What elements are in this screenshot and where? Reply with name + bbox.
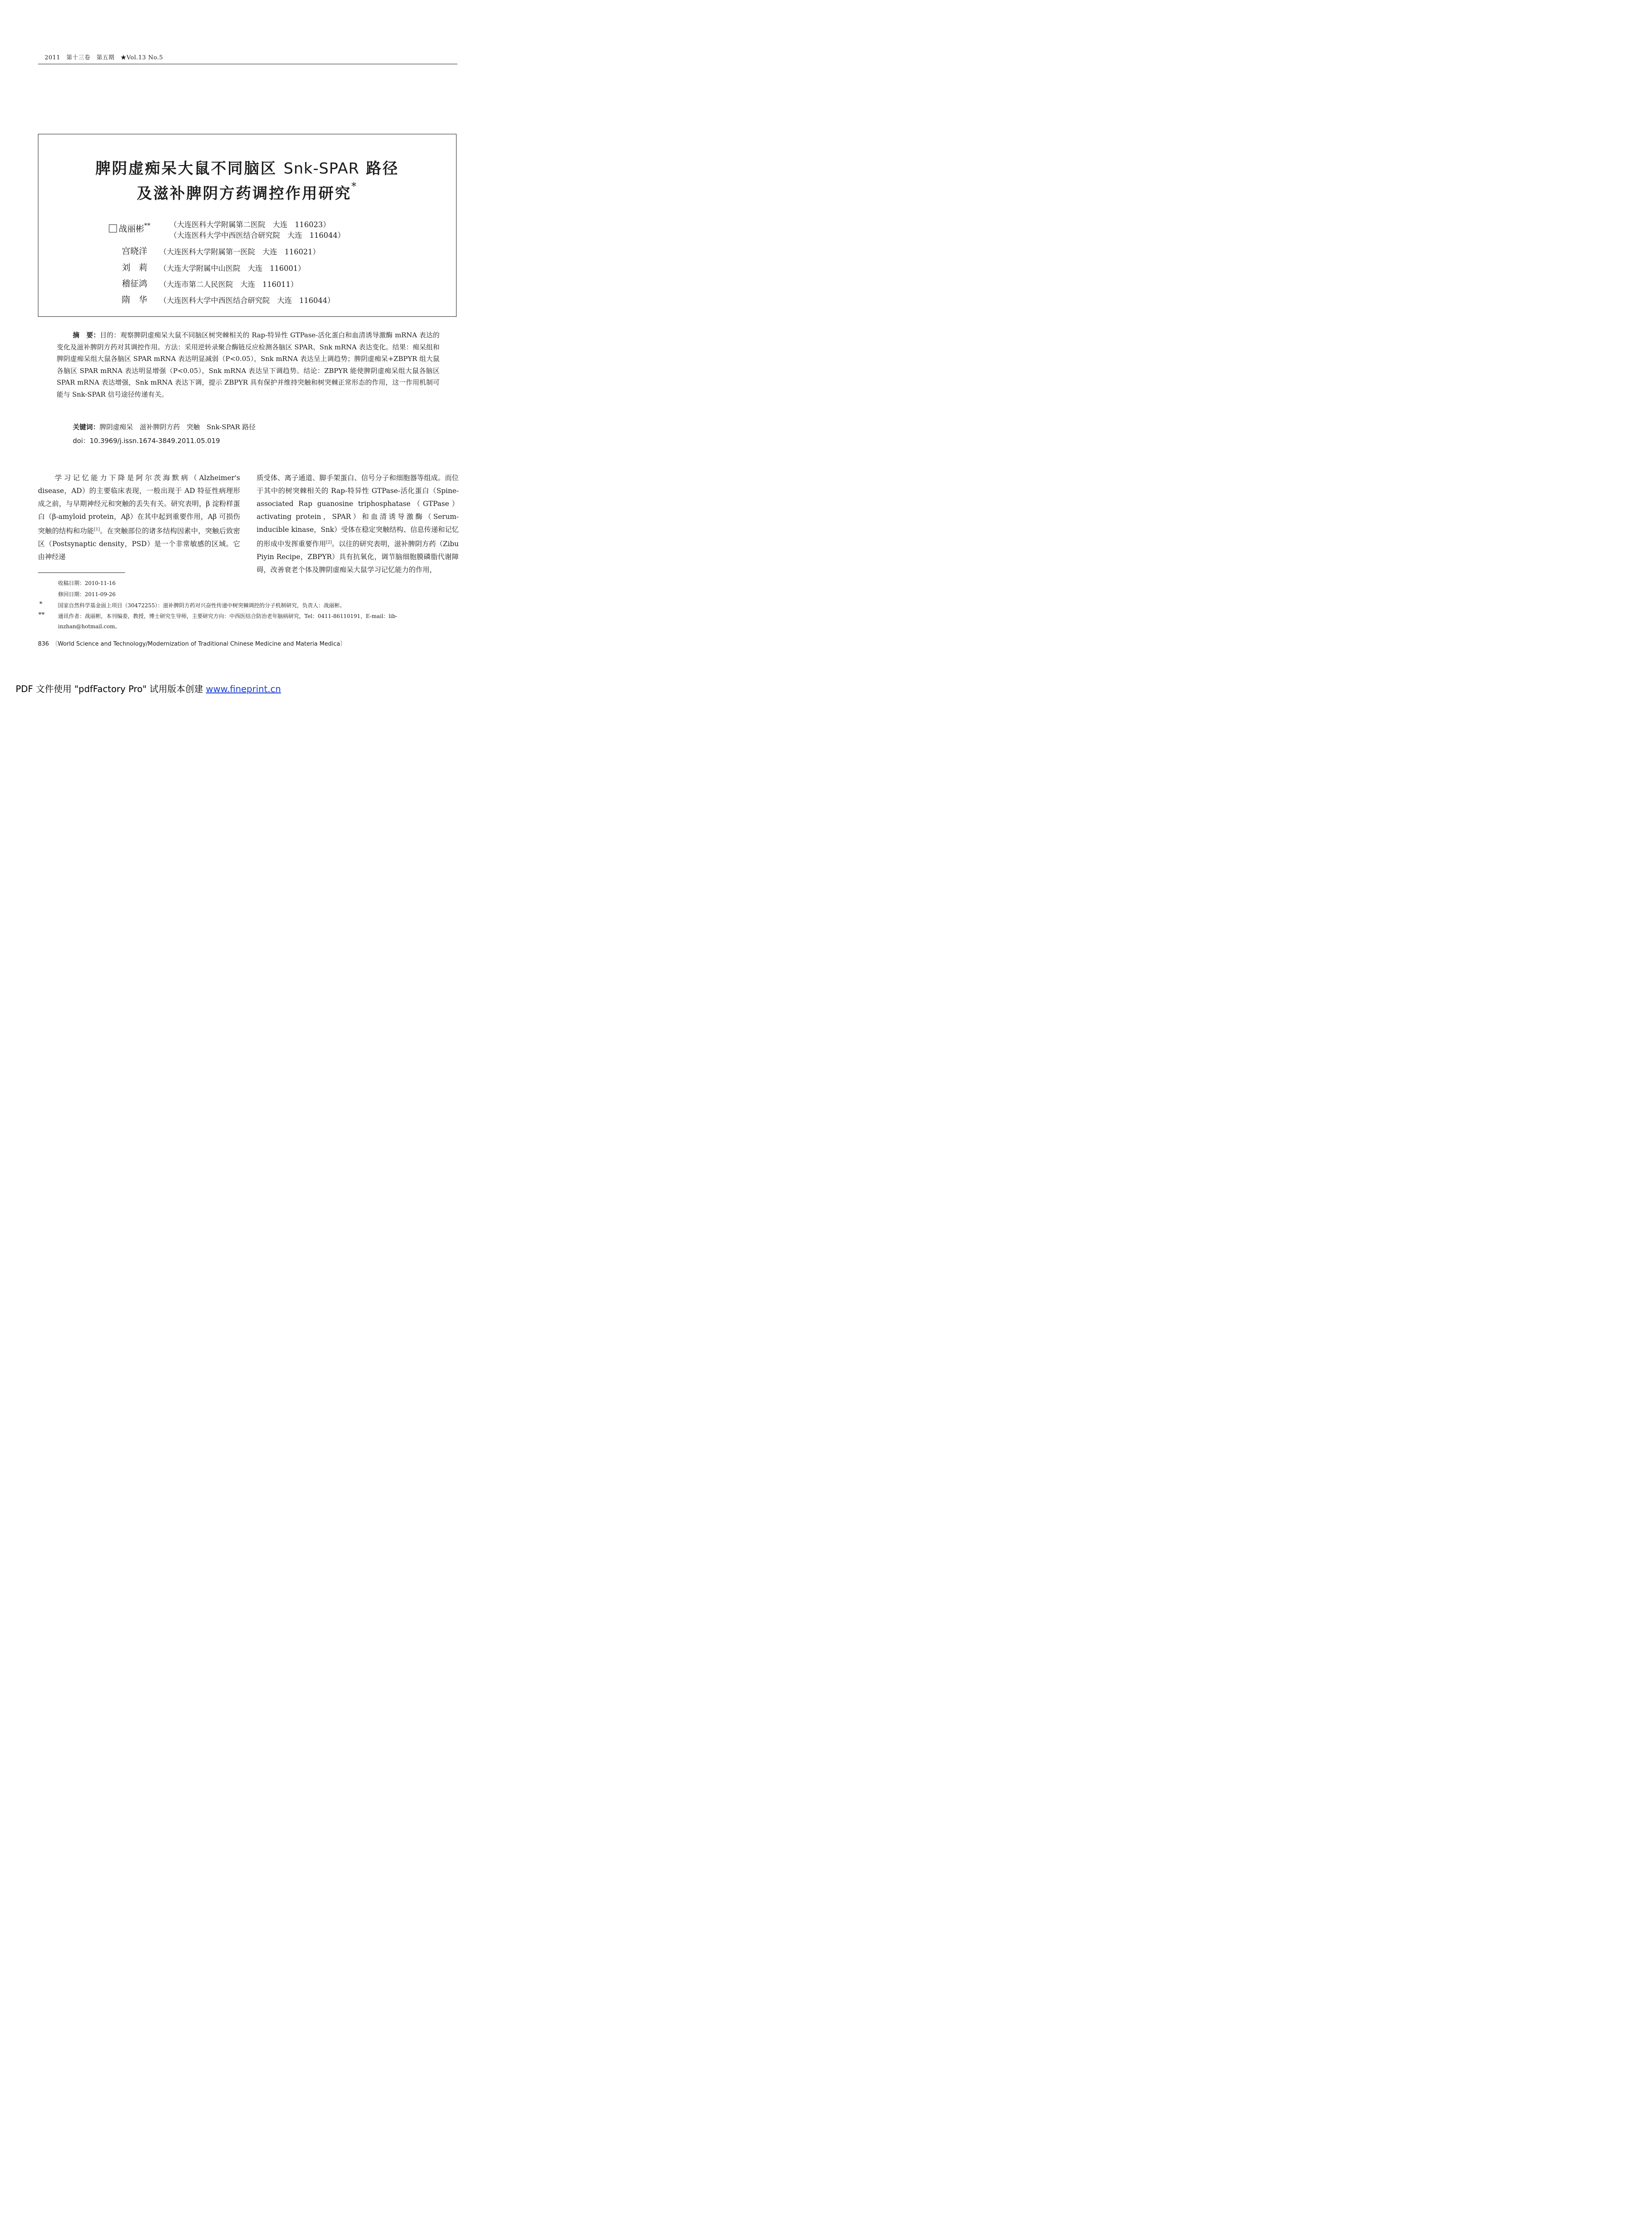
fund-mark: *	[39, 601, 42, 608]
keywords-text: 脾阴虚痴呆 滋补脾阴方药 突触 Snk-SPAR 路径	[100, 423, 256, 431]
citation-ref: [2]	[326, 540, 332, 545]
author-affiliation: （大连医科大学中西医结合研究院 大连 116044）	[159, 296, 335, 305]
title-line1-latin: Snk-SPAR	[283, 160, 360, 178]
citation-ref: [1]	[94, 527, 100, 532]
body-text: 。在突触部位的诸多结构因素中，突触后致密区（Postsynaptic density，PSD）是一个非常敏感的区域。它由神经递	[38, 527, 240, 561]
body-text: 。以往的研究表明，滋补脾阴方药（Zibu Piyin Recipe，ZBPYR）具有抗氧化，调节脑细胞膜磷脂代谢障碍，改善衰老个体及脾阴虚痴呆大鼠学习记忆能力的作用，	[257, 540, 459, 574]
corr-note-line-1: 通讯作者：战丽彬，本刊编委，教授，博士研究生导师，主要研究方向：中西医结合防治老年脑病研究，Tel：0411-86110191，E-mail：lib-	[58, 613, 398, 619]
author-affiliation: （大连市第二人民医院 大连 116011）	[159, 280, 298, 289]
revised-date: 修回日期：2011-09-26	[58, 591, 116, 597]
title-line1-pre: 脾阴虚痴呆大鼠不同脑区	[95, 160, 284, 178]
banner-link[interactable]: www.fineprint.cn	[206, 684, 281, 694]
author-name: 战丽彬	[119, 224, 145, 234]
box-mark-icon	[109, 224, 117, 232]
author-affiliation: （大连医科大学附属第二医院 大连 116023）	[170, 220, 330, 229]
fund-note: 国家自然科学基金面上项目（30472255）：滋补脾阴方药对兴奋性传递中树突棘调控的分子机制研究，负责人：战丽彬。	[58, 602, 345, 609]
body-text: 学习记忆能力下降是阿尔茨海默病（Alzheimer's disease，AD）的主要临床表现，一般出现于 AD 特征性病理形成之前，与早期神经元和突触的丢失有关。研究表明，β 淀粉样蛋白（β-amyloid protein，Aβ）在其中起到重要作用，Aβ 可损伤突触的结构和功能	[38, 474, 240, 535]
body-right-column	[257, 472, 459, 576]
title-line-2	[38, 181, 457, 203]
keywords	[73, 422, 256, 431]
title-line2-text: 及滋补脾阴方药调控作用研究	[137, 185, 352, 203]
author-name: 宫晓洋	[122, 246, 148, 256]
keywords-label: 关键词：	[73, 423, 100, 431]
body-left-column	[38, 472, 240, 564]
author-affiliation: （大连医科大学附属第一医院 大连 116021）	[159, 248, 320, 256]
title-star: *	[351, 181, 358, 192]
body-text: 质受体、离子通道、脚手架蛋白、信号分子和细胞器等组成。而位于其中的树突棘相关的 Rap-特异性 GTPase-活化蛋白（Spine-associated Rap guanosine triphosphatase（GTPase）activating protein，SPAR）和血清诱导激酶（Serum-inducible kinase，Snk）受体在稳定突触结构、信息传递和记忆的形成中发挥重要作用	[257, 474, 459, 548]
author-mark: **	[144, 222, 151, 229]
title-line1-post: 路径	[359, 160, 399, 178]
abstract	[57, 329, 440, 400]
received-date: 收稿日期：2010-11-16	[58, 580, 116, 586]
author-affiliation: （大连大学附属中山医院 大连 116001）	[159, 264, 305, 273]
author-name: 刘 莉	[122, 263, 148, 273]
author-name: 稽征鸿	[122, 279, 148, 289]
corr-note-line-2: inzhan@hotmail.com。	[58, 623, 120, 630]
abstract-label: 摘 要：	[73, 331, 100, 339]
author-affiliation: （大连医科大学中西医结合研究院 大连 116044）	[170, 231, 345, 240]
page-footer: 836 〔World Science and Technology/Modernization of Traditional Chinese Medicine and Materia Medica〕	[38, 641, 346, 647]
footnote-rule	[38, 572, 125, 573]
pdf-banner	[16, 682, 281, 695]
running-head: 2011 第十三卷 第五期 ★Vol.13 No.5	[45, 54, 163, 61]
abstract-text: 目的：观察脾阴虚痴呆大鼠不同脑区树突棘相关的 Rap-特异性 GTPase-活化蛋白和血清诱导激酶 mRNA 表达的变化及滋补脾阴方药对其调控作用。方法：采用逆转录聚合酶链反应检测各脑区 SPAR、Snk mRNA 表达变化。结果：痴呆组和脾阴虚痴呆组大鼠各脑区 SPAR mRNA 表达明显减弱（P<0.05），Snk mRNA 表达呈上调趋势；脾阴虚痴呆+ZBPYR 组大鼠各脑区 SPAR mRNA 表达明显增强（P<0.05），Snk mRNA 表达呈下调趋势。结论：ZBPYR 能使脾阴虚痴呆组大鼠各脑区 SPAR mRNA 表达增强，Snk mRNA 表达下调，提示 ZBPYR 具有保护并维持突触和树突棘正常形态的作用，这一作用机制可能与 Snk-SPAR 信号途径传递有关。	[57, 331, 440, 398]
author-0	[109, 222, 150, 234]
corr-mark: **	[38, 611, 45, 618]
banner-text: PDF 文件使用 "pdfFactory Pro" 试用版本创建	[16, 684, 206, 694]
author-name: 隋 华	[122, 295, 148, 305]
title-line-1	[38, 156, 457, 178]
doi: doi：10.3969/j.issn.1674-3849.2011.05.019	[73, 437, 220, 445]
